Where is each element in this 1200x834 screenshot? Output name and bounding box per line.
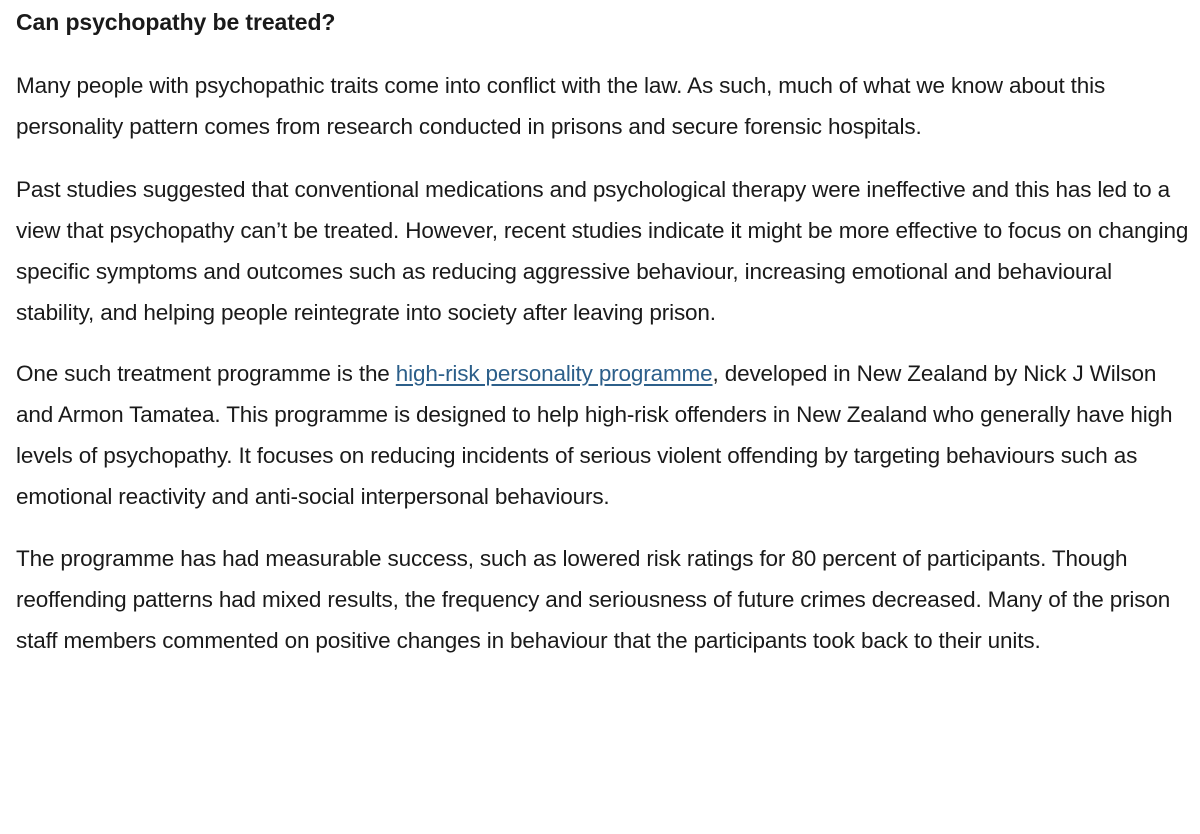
paragraph-3 — [16, 353, 1191, 517]
article-body — [16, 0, 1191, 661]
section-heading: Can psychopathy be treated? — [16, 9, 336, 35]
high-risk-personality-programme-link[interactable]: high-risk personality programme — [395, 361, 713, 386]
paragraph-3-text-after: , developed in New Zealand by Nick J Wilson and Armon Tamatea. This programme is designed to help high-risk offenders in New Zealand who generally have high levels of psychopathy. It focuses on reducing incidents of serious violent offending by targeting behaviours such as emotional reactivity and anti-social interpersonal behaviours. — [16, 361, 1173, 509]
paragraph-4: The programme has had measurable success, such as lowered risk ratings for 80 percent of participants. Though reoffending patterns had mixed results, the frequency and seriousness of future crimes decreased. Many of the prison staff members commented on positive changes in behaviour that the participants took back to their units. — [16, 546, 1171, 653]
paragraph-1: Many people with psychopathic traits come into conflict with the law. As such, much of what we know about this personality pattern comes from research conducted in prisons and secure forensic hospitals. — [16, 73, 1106, 139]
paragraph-2: Past studies suggested that conventional medications and psychological therapy were ineffective and this has led to a view that psychopathy can’t be treated. However, recent studies indicate it might be more effective to focus on changing specific symptoms and outcomes such as reducing aggressive behaviour, increasing emotional and behavioural stability, and helping people reintegrate into society after leaving prison. — [16, 177, 1189, 325]
paragraph-3-text-before: One such treatment programme is the — [16, 361, 396, 386]
